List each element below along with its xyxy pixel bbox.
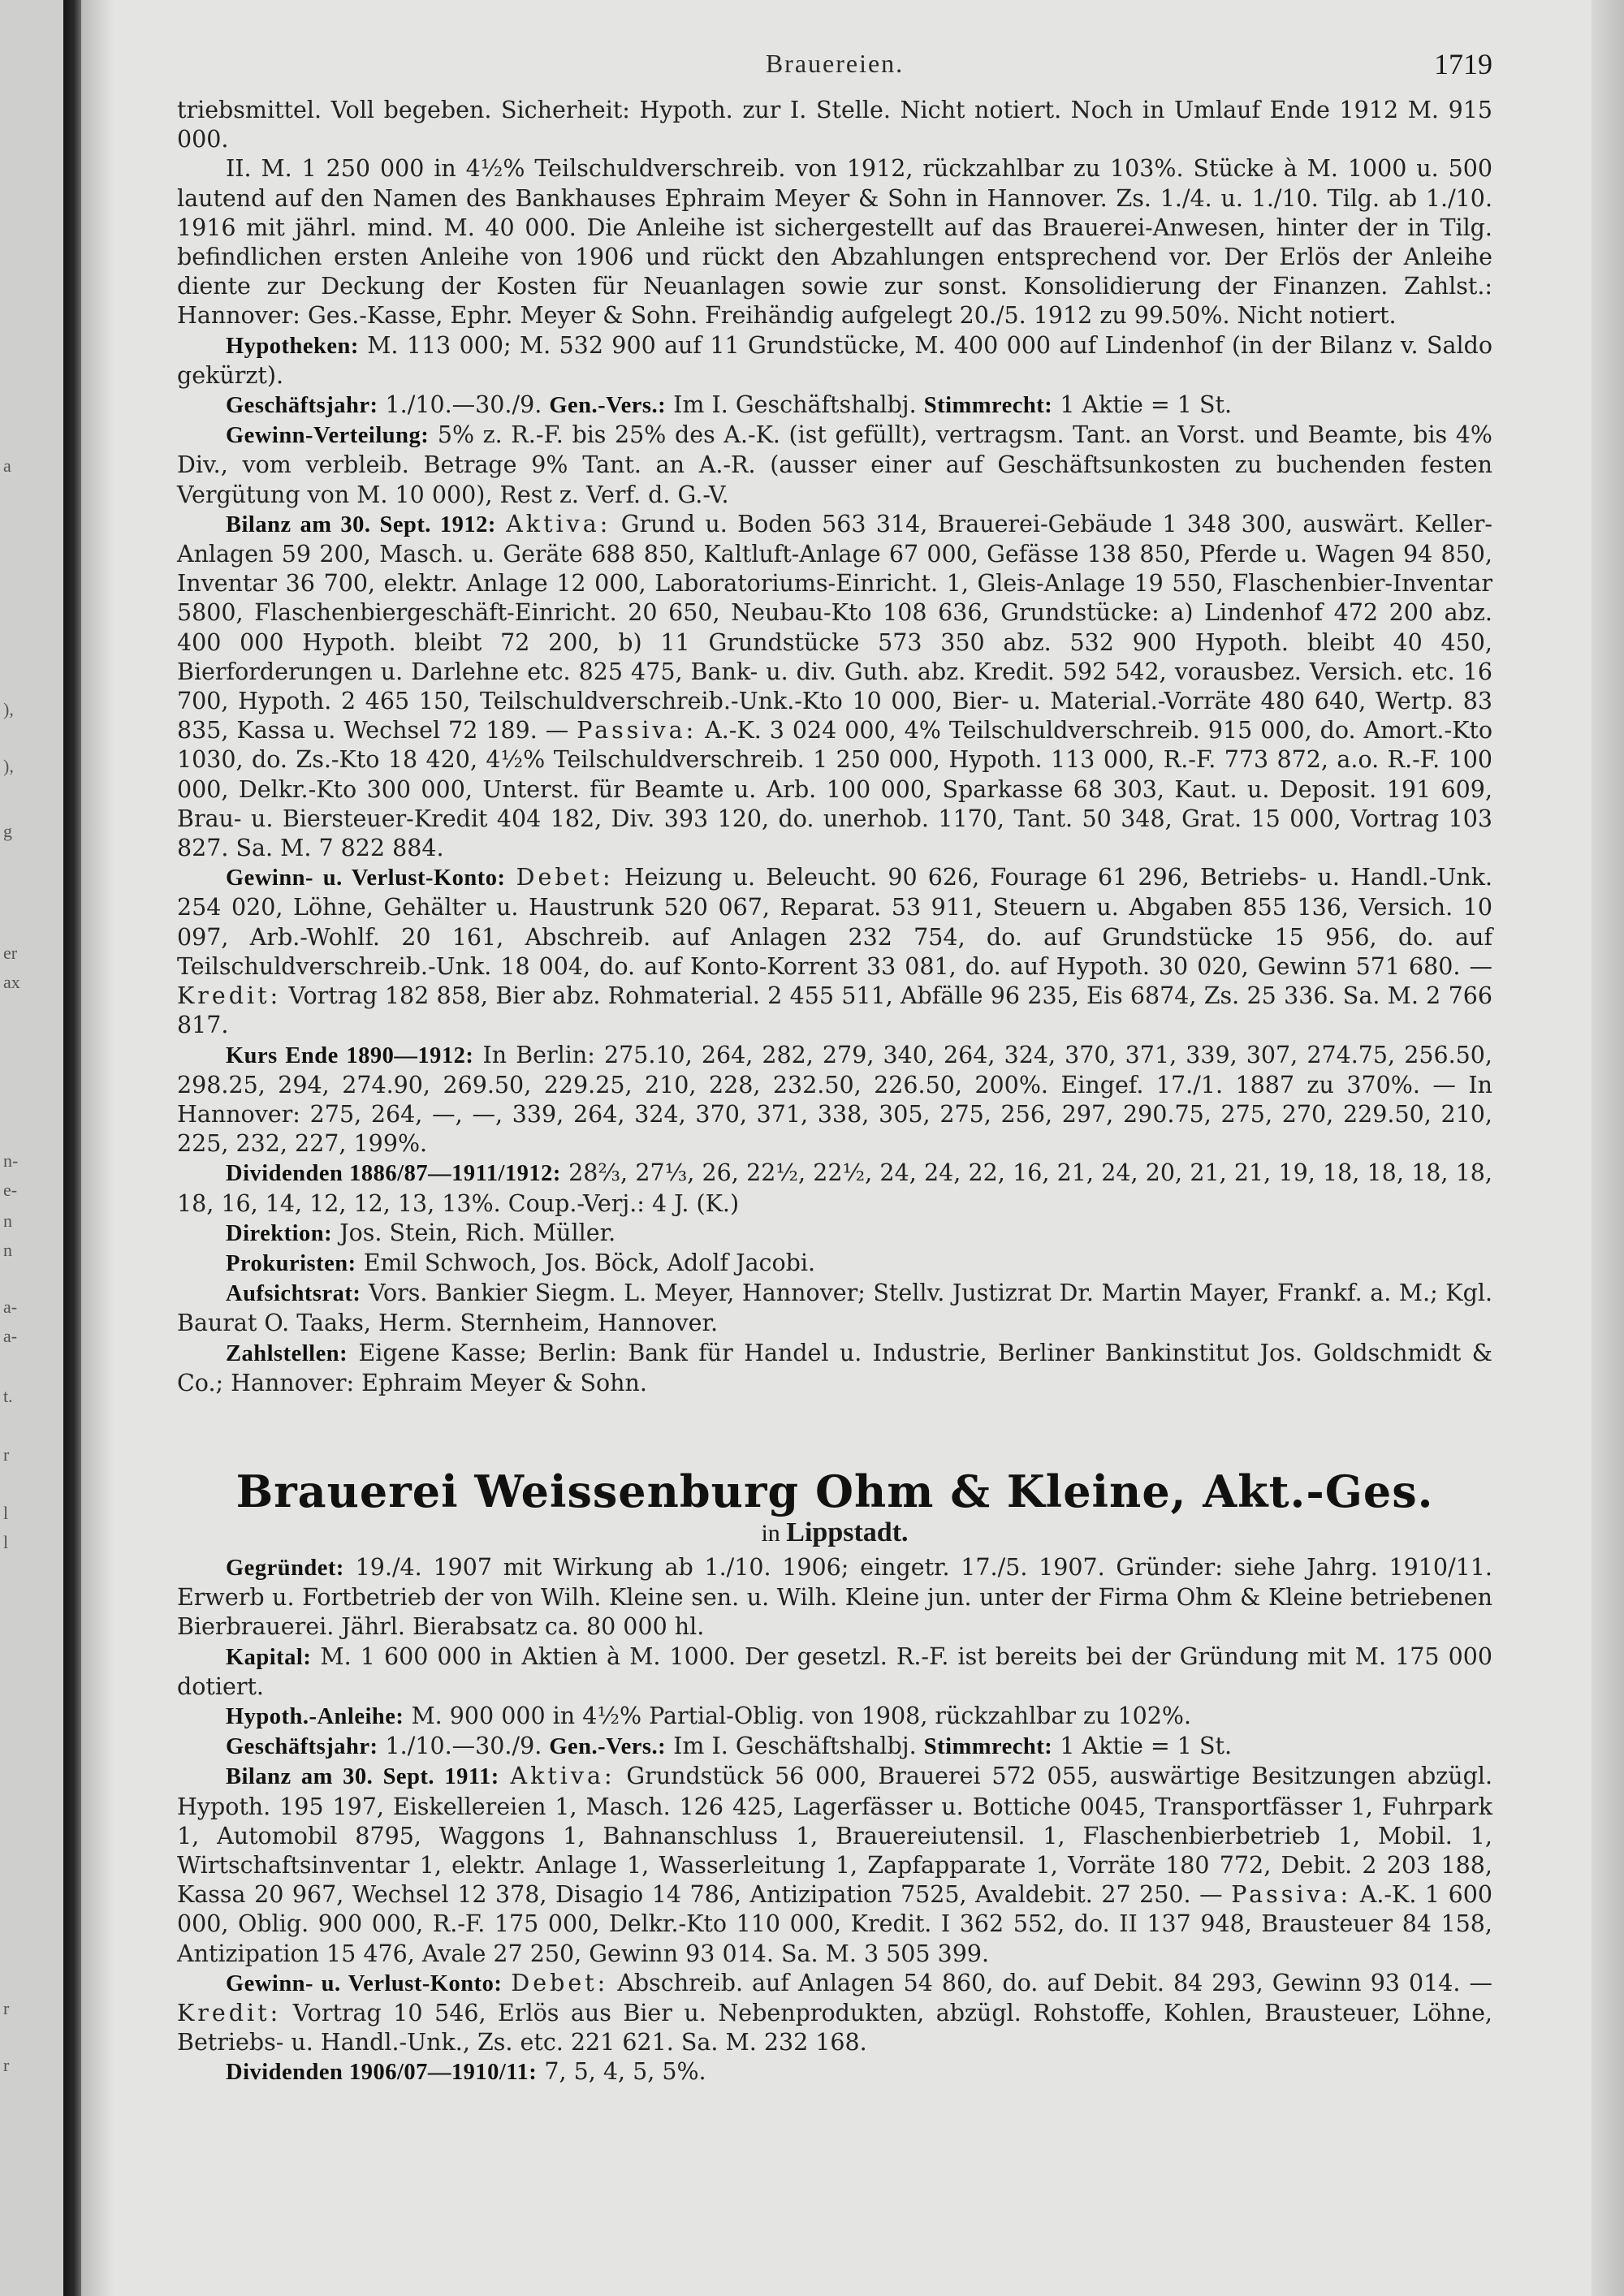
authorized-officers-label: Prokuristen:: [226, 1250, 356, 1276]
profit-distribution-text: 5% z. R.-F. bis 25% des A.-K. (ist gefüllt), vertragsm. Tant. an Vorst. und Beamte, bis 4% Div., vom verbleib. Betrage 9% Tant. an A.-R. (ausser einer auf Geschäftsunkosten zu buchenden festen Vergütung von M. 10 000), Rest z. Verf. d. G.-V.: [177, 421, 1493, 508]
voting-right-label: Stimmrecht:: [923, 1734, 1053, 1760]
general-meeting-label: Gen.-Vers.:: [549, 393, 667, 419]
dividends-label: Dividenden 1886/87—1911/1912:: [226, 1161, 561, 1187]
bond-issue-i-text: triebsmittel. Voll begeben. Sicherheit: Hypoth. zur I. Stelle. Nicht notiert. Noch in Umlauf Ende 1912 M. 915 000.: [177, 97, 1492, 153]
debit-text: Abschreib. auf Anlagen 54 860, do. auf Debit. 84 293, Gewinn 93 014. —: [617, 1969, 1493, 1996]
capital-label: Kapital:: [226, 1644, 312, 1670]
supervisory-board-paragraph: [177, 1279, 1492, 1338]
debit-label: Debet:: [511, 1969, 609, 1996]
margin-fragment: t.: [3, 1386, 13, 1406]
running-head: [177, 42, 1492, 96]
margin-fragment: l: [3, 1532, 9, 1552]
assets-label: Aktiva:: [506, 510, 611, 537]
mortgages-label: Hypotheken:: [226, 333, 359, 359]
authorized-officers-text: Emil Schwoch, Jos. Böck, Adolf Jacobi.: [363, 1249, 816, 1276]
margin-fragment: r: [3, 1444, 10, 1465]
balance-sheet-label: Bilanz am 30. Sept. 1912:: [226, 511, 496, 537]
credit-text: Vortrag 182 858, Bier abz. Rohmaterial. 2 455 511, Abfälle 96 235, Eis 6874, Zs. 25 336. Sa. M. 2 766 817.: [177, 982, 1492, 1039]
profit-loss-paragraph: [177, 1969, 1492, 2058]
margin-fragment: n: [3, 1211, 12, 1231]
bond-issue-ii-text: II. M. 1 250 000 in 4½% Teilschuldverschreib. von 1912, rückzahlbar zu 103%. Stücke à M. 1000 u. 500 lautend auf den Namen des Bankhauses Ephraim Meyer & Sohn in Hannover. Zs. 1./4. u. 1./10. Tilg. ab 1./10. 1916 mit jährl. mind. M. 40 000. Die Anleihe ist sichergestellt auf das Brauerei-Anwesen, hinter der in Tilg. befindlichen ersten Anleihe von 1906 und rückt den Abzahlungen entsprechend vor. Der Erlös der Anleihe diente zur Deckung der Kosten für Neuanlagen sowie zur sonst. Konsolidierung der Finanzen. Zahlst.: Hannover: Ges.-Kasse, Ephr. Meyer & Sohn. Freihändig aufgelegt 20./5. 1912 zu 99.50%. Nicht notiert.: [177, 155, 1492, 330]
general-meeting-text: Im I. Geschäftshalbj.: [673, 1733, 917, 1760]
founded-paragraph: [177, 1553, 1492, 1642]
liabilities-text: A.-K. 1 600 000, Oblig. 900 000, R.-F. 175 000, Delkr.-Kto 110 000, Kredit. I 362 552, do. II 137 948, Brausteuer 84 158, Antizipation 15 476, Avale 27 250, Gewinn 93 014. Sa. M. 3 505 399.: [177, 1881, 1493, 1967]
authorized-officers-paragraph: [177, 1249, 1492, 1279]
founded-label: Gegründet:: [226, 1555, 344, 1581]
balance-sheet-paragraph: [177, 510, 1492, 863]
credit-label: Kredit:: [177, 1999, 282, 2026]
balance-sheet-label: Bilanz am 30. Sept. 1911:: [226, 1764, 499, 1790]
margin-fragment: r: [3, 1998, 10, 2018]
company-entry: [177, 1465, 1492, 2088]
page-content: [177, 42, 1492, 2088]
page-right-edge: [1592, 0, 1624, 2296]
dividends-paragraph: [177, 1159, 1492, 1218]
capital-text: M. 1 600 000 in Aktien à M. 1000. Der gesetzl. R.-F. ist bereits bei der Gründung mit M. 175 000 dotiert.: [177, 1642, 1492, 1700]
dividends-paragraph: [177, 2057, 1492, 2087]
company-city: Lippstadt.: [786, 1517, 909, 1547]
fiscal-year-text: 1./10.—30./9.: [385, 391, 542, 419]
profit-distribution-label: Gewinn-Verteilung:: [226, 423, 430, 449]
management-text: Jos. Stein, Rich. Müller.: [339, 1219, 616, 1246]
voting-right-text: 1 Aktie = 1 St.: [1060, 391, 1233, 419]
voting-right-label: Stimmrecht:: [923, 393, 1053, 419]
previous-page-edge: [0, 0, 63, 2296]
margin-fragment: g: [3, 821, 12, 841]
margin-fragment: a-: [3, 1326, 18, 1346]
margin-fragment: a-: [3, 1297, 18, 1317]
margin-fragment: n-: [3, 1150, 19, 1171]
share-price-paragraph: [177, 1041, 1492, 1159]
supervisory-board-text: Vors. Bankier Siegm. L. Meyer, Hannover; Stellv. Justizrat Dr. Martin Mayer, Frankf. a. M.; Kgl. Baurat O. Taaks, Herm. Sternheim, Hannover.: [177, 1280, 1493, 1337]
mortgages-paragraph: [177, 331, 1492, 391]
book-spine: [63, 0, 81, 2296]
credit-label: Kredit:: [177, 982, 282, 1010]
margin-fragment: ),: [3, 756, 14, 776]
entry-continuation: [177, 96, 1492, 1398]
liabilities-text: A.-K. 3 024 000, 4% Teilschuldverschreib. 915 000, do. Amort.-Kto 1030, do. Zs.-Kto 18 420, 4½% Teilschuldverschreib. 1 250 000, Hypoth. 113 000, R.-F. 773 872, a.o. R.-F. 100 000, Delkr.-Kto 300 000, Unterst. für Beamte u. Arb. 100 000, Sparkasse 68 303, Kaut. u. Deposit. 191 609, Brau- u. Biersteuer-Kredit 404 182, Div. 393 120, do. unerhob. 1170, Tant. 50 348, Grat. 15 000, Vortrag 103 827. Sa. M. 7 822 884.: [177, 717, 1492, 862]
company-title: Brauerei Weissenburg Ohm & Kleine, Akt.-Ges.: [235, 1465, 1434, 1517]
share-price-label: Kurs Ende 1890—1912:: [226, 1042, 474, 1068]
profit-loss-label: Gewinn- u. Verlust-Konto:: [226, 865, 506, 891]
fiscal-year-label: Geschäftsjahr:: [226, 393, 378, 419]
capital-paragraph: [177, 1642, 1492, 1702]
margin-fragment: e-: [3, 1180, 18, 1200]
general-meeting-label: Gen.-Vers.:: [549, 1734, 667, 1760]
mortgages-text: M. 113 000; M. 532 900 auf 11 Grundstücke, M. 400 000 auf Lindenhof (in der Bilanz v. Saldo gekürzt).: [177, 331, 1493, 389]
margin-fragment: l: [3, 1503, 9, 1523]
assets-label: Aktiva:: [510, 1763, 615, 1790]
paying-agents-text: Eigene Kasse; Berlin: Bank für Handel u. Industrie, Berliner Bankinstitut Jos. Goldschmidt & Co.; Hannover: Ephraim Meyer & Sohn.: [177, 1339, 1492, 1396]
profit-loss-label: Gewinn- u. Verlust-Konto:: [226, 1970, 503, 1996]
share-price-text: In Berlin: 275.10, 264, 282, 279, 340, 264, 324, 370, 371, 339, 307, 274.75, 256.50, 298.25, 294, 274.90, 269.50, 229.25, 210, 228, 232.50, 226.50, 200%. Eingef. 17./1. 1887 zu 370%. — In Hannover: 275, 264, —, —, 339, 264, 324, 370, 371, 338, 305, 275, 256, 297, 290.75, 275, 270, 229.50, 210, 225, 232, 227, 199%.: [177, 1041, 1492, 1158]
fiscal-year-paragraph: [177, 391, 1492, 421]
debit-label: Debet:: [516, 864, 614, 891]
dividends-text: 7, 5, 4, 5, 5%.: [544, 2058, 706, 2086]
profit-distribution-paragraph: [177, 421, 1492, 510]
margin-fragment: r: [3, 2055, 10, 2075]
location-prefix: in: [761, 1519, 780, 1547]
credit-text: Vortrag 10 546, Erlös aus Bier u. Nebenprodukten, abzügl. Rohstoffe, Kohlen, Brausteuer, Löhne, Betriebs- u. Handl.-Unk., Zs. etc. 221 621. Sa. M. 232 168.: [177, 1999, 1492, 2056]
supervisory-board-label: Aufsichtsrat:: [226, 1281, 361, 1307]
running-title: Brauereien.: [765, 49, 905, 78]
dividends-text: 28⅔, 27⅓, 26, 22½, 22½, 24, 24, 22, 16, 21, 24, 20, 21, 21, 19, 18, 18, 18, 18, 18, 16, 14, 12, 12, 13, 13%. Coup.-Verj.: 4 J. (K.): [177, 1159, 1492, 1217]
page-number: 1719: [1434, 48, 1492, 80]
spine-shadow: [81, 0, 114, 2296]
liabilities-label: Passiva:: [577, 717, 698, 744]
fiscal-year-label: Geschäftsjahr:: [226, 1734, 378, 1760]
paying-agents-paragraph: [177, 1339, 1492, 1398]
assets-text: Grund u. Boden 563 314, Brauerei-Gebäude 1 348 300, auswärt. Keller-Anlagen 59 200, Masch. u. Geräte 688 850, Kaltluft-Anlage 67 000, Gefässe 138 850, Pferde u. Wagen 94 850, Inventar 36 700, elektr. Anlage 12 000, Laboratoriums-Einricht. 1, Gleis-Anlage 19 550, Flaschenbier-Inventar 5800, Flaschenbiergeschäft-Einricht. 20 650, Neubau-Kto 108 636, Grundstücke: a) Lindenhof 472 200 abz. 400 000 Hypoth. bleibt 72 200, b) 11 Grundstücke 573 350 abz. 532 900 Hypoth. bleibt 40 450, Bierforderungen u. Darlehne etc. 825 475, Bank- u. div. Guth. abz. Kredit. 592 542, vorausbez. Versich. etc. 16 700, Hypoth. 2 465 150, Teilschuldverschreib.-Unk.-Kto 10 000, Bier- u. Material.-Vorräte 480 640, Wertp. 83 835, Kassa u. Wechsel 72 189. —: [177, 510, 1492, 744]
dividends-label: Dividenden 1906/07—1910/11:: [226, 2060, 538, 2086]
company-location: [177, 1518, 1492, 1548]
fiscal-year-paragraph: [177, 1732, 1492, 1762]
margin-fragment: ),: [3, 699, 14, 719]
margin-fragment: a: [3, 455, 11, 476]
mortgage-bond-label: Hypoth.-Anleihe:: [226, 1703, 404, 1729]
profit-loss-paragraph: [177, 863, 1492, 1040]
liabilities-label: Passiva:: [1231, 1881, 1352, 1909]
balance-sheet-paragraph: [177, 1762, 1492, 1968]
fiscal-year-text: 1./10.—30./9.: [385, 1733, 542, 1760]
margin-fragment: er: [3, 943, 18, 963]
mortgage-bond-text: M. 900 000 in 4½% Partial-Oblig. von 1908, rückzahlbar zu 102%.: [411, 1702, 1192, 1729]
mortgage-bond-paragraph: [177, 1702, 1492, 1732]
paying-agents-label: Zahlstellen:: [226, 1340, 348, 1366]
management-label: Direktion:: [226, 1220, 333, 1246]
general-meeting-text: Im I. Geschäftshalbj.: [673, 391, 917, 419]
margin-fragment: n: [3, 1240, 12, 1260]
debit-text: Heizung u. Beleucht. 90 626, Fourage 61 296, Betriebs- u. Handl.-Unk. 254 020, Löhne, Gehälter u. Haustrunk 520 067, Reparat. 53 911, Steuern u. Abgaben 855 136, Versich. 10 097, Arb.-Wohlf. 20 161, Abschreib. auf Anlagen 232 754, do. auf Grundstücke 15 956, do. auf Teilschuldverschreib.-Unk. 18 004, do. auf Konto-Korrent 33 081, do. auf Hypoth. 30 020, Gewinn 571 680. —: [177, 864, 1493, 980]
management-paragraph: [177, 1219, 1492, 1249]
assets-text: Grundstück 56 000, Brauerei 572 055, auswärtige Besitzungen abzügl. Hypoth. 195 197, Eiskellereien 1, Masch. 126 425, Lagerfässer u. Bottiche 0045, Transportfässer 1, Fuhrpark 1, Automobil 8795, Waggons 1, Bahnanschluss 1, Brauereiutensil. 1, Flaschenbierbetrieb 1, Mobil. 1, Wirtschaftsinventar 1, elektr. Anlage 1, Wasserleitung 1, Zapfapparate 1, Vorräte 180 772, Debit. 2 203 188, Kassa 20 967, Wechsel 12 378, Disagio 14 786, Antizipation 7525, Avaldebit. 27 250. —: [177, 1763, 1493, 1909]
margin-fragment: ax: [3, 972, 20, 992]
voting-right-text: 1 Aktie = 1 St.: [1060, 1733, 1233, 1760]
founded-text: 19./4. 1907 mit Wirkung ab 1./10. 1906; eingetr. 17./5. 1907. Gründer: siehe Jahrg. 1910/11. Erwerb u. Fortbetrieb der von Wilh. Kleine sen. u. Wilh. Kleine jun. unter der Firma Ohm & Kleine betriebenen Bierbrauerei. Jährl. Bierabsatz ca. 80 000 hl.: [177, 1553, 1492, 1641]
